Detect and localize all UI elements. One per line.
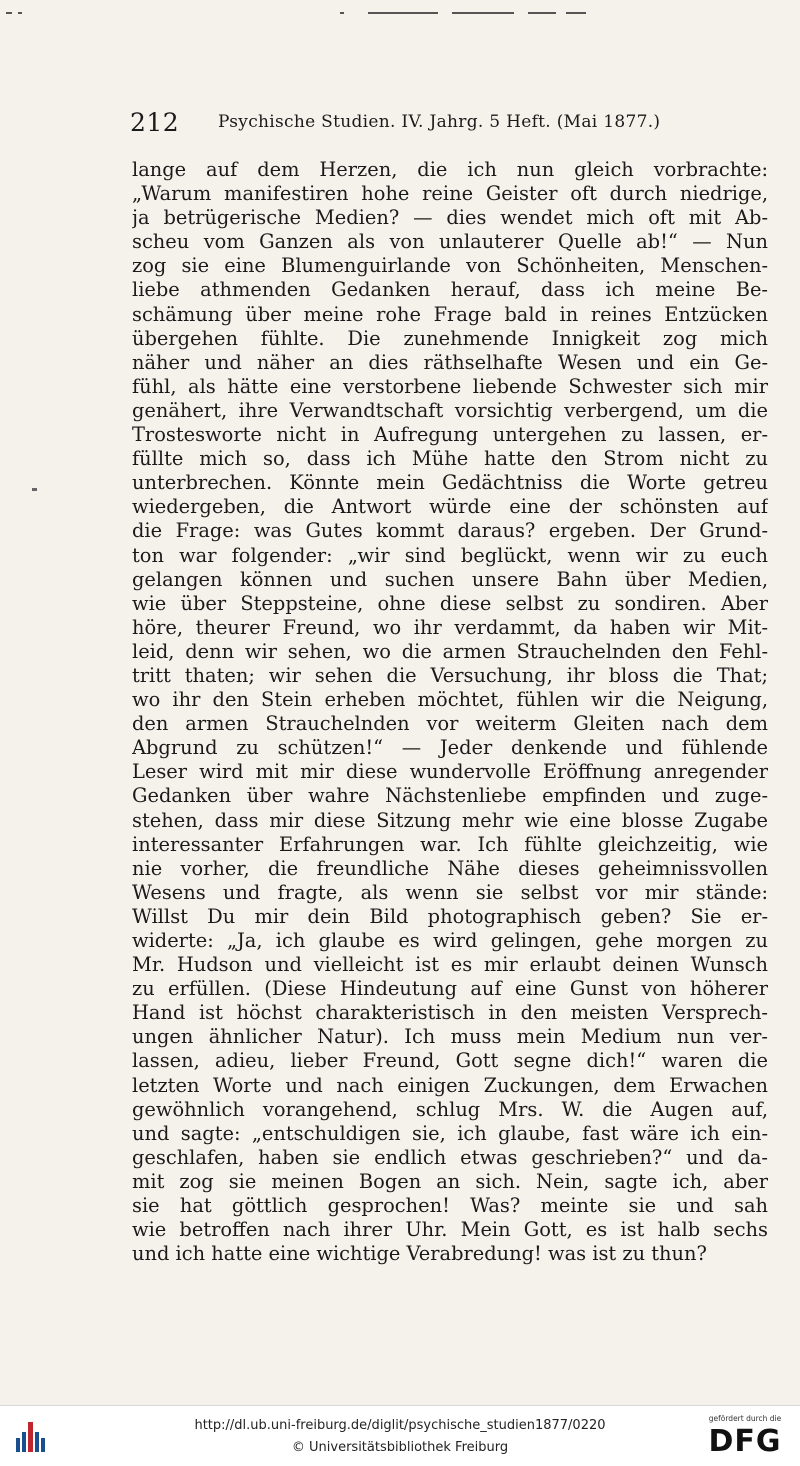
text-line: Wesens und fragte, als wenn sie selbst vor mir stände: (132, 880, 768, 904)
text-line: fühl, als hätte eine verstorbene liebende Schwester sich mir (132, 374, 768, 398)
text-line: und sagte: „entschuldigen sie, ich glaube, fast wäre ich ein- (132, 1121, 768, 1145)
text-line: Hand ist höchst charakteristisch in den meisten Versprech- (132, 1001, 768, 1025)
text-line: wie betroffen nach ihrer Uhr. Mein Gott, es ist halb sechs (132, 1218, 768, 1242)
text-line: füllte mich so, dass ich Mühe hatte den Strom nicht zu (132, 447, 768, 471)
text-line: übergehen fühlte. Die zunehmende Innigkeit zog mich (132, 326, 768, 350)
text-line: liebe athmenden Gedanken herauf, dass ich meine Be- (132, 278, 768, 302)
dfg-caption: gefördert durch die (708, 1414, 782, 1423)
text-line: letzten Worte und nach einigen Zuckungen, dem Erwachen (132, 1073, 768, 1097)
scan-artifacts (0, 6, 800, 20)
text-line: Gedanken über wahre Nächstenliebe empfinden und zuge- (132, 784, 768, 808)
running-title: Psychische Studien. IV. Jahrg. 5 Heft. (Mai 1877.) (218, 112, 661, 132)
text-line: wie über Steppsteine, ohne diese selbst zu sondiren. Aber (132, 591, 768, 615)
footer-url[interactable]: http://dl.ub.uni-freiburg.de/diglit/psychische_studien1877/0220 (194, 1418, 606, 1433)
text-line: die Frage: was Gutes kommt daraus? ergeben. Der Grund- (132, 519, 768, 543)
text-line: stehen, dass mir diese Sitzung mehr wie eine blosse Zugabe (132, 808, 768, 832)
text-line: zog sie eine Blumenguirlande von Schönheiten, Menschen- (132, 254, 768, 278)
text-line: ungen ähnlicher Natur). Ich muss mein Medium nun ver- (132, 1025, 768, 1049)
text-line: lassen, adieu, lieber Freund, Gott segne dich!“ waren die (132, 1049, 768, 1073)
text-line: widerte: „Ja, ich glaube es wird gelingen, gehe morgen zu (132, 929, 768, 952)
text-line: Leser wird mit mir diese wundervolle Eröffnung anregender (132, 760, 768, 784)
text-line: geschlafen, haben sie endlich etwas geschrieben?“ und da- (132, 1145, 768, 1169)
text-line: Mr. Hudson und vielleicht ist es mir erlaubt deinen Wunsch (132, 953, 768, 977)
margin-mark (32, 488, 37, 491)
text-line: Trostesworte nicht in Aufregung untergehen zu lassen, er- (132, 423, 768, 447)
text-line: tritt thaten; wir sehen die Versuchung, ihr bloss die That; (132, 663, 768, 687)
text-line: scheu vom Ganzen als von unlauterer Quelle ab!“ — Nun (132, 230, 768, 254)
text-line: gelangen können und suchen unsere Bahn über Medien, (132, 567, 768, 591)
text-line: Willst Du mir dein Bild photographisch geben? Sie er- (132, 904, 768, 928)
text-line: „Warum manifestiren hohe reine Geister oft durch niedrige, (132, 182, 768, 206)
text-line: genähert, ihre Verwandtschaft vorsichtig verbergend, um die (132, 398, 768, 422)
text-line: lange auf dem Herzen, die ich nun gleich vorbrachte: (132, 158, 768, 181)
footer-copyright: © Universitätsbibliothek Freiburg (291, 1440, 509, 1455)
page-number: 212 (130, 108, 180, 137)
text-line: den armen Strauchelnden vor weiterm Gleiten nach dem (132, 712, 768, 736)
text-line: unterbrechen. Könnte mein Gedächtniss die Worte getreu (132, 471, 768, 495)
text-line: gewöhnlich vorangehend, schlug Mrs. W. die Augen auf, (132, 1097, 768, 1121)
dfg-wordmark: DFG (708, 1424, 782, 1459)
text-line: wo ihr den Stein erheben möchtet, fühlen wir die Neigung, (132, 688, 768, 712)
text-line: interessanter Erfahrungen war. Ich fühlte gleichzeitig, wie (132, 832, 768, 856)
dfg-logo (700, 1414, 790, 1462)
text-line: näher und näher an dies räthselhafte Wesen und ein Ge- (132, 350, 768, 374)
text-line: höre, theurer Freund, wo ihr verdammt, da haben wir Mit- (132, 615, 768, 639)
text-line: und ich hatte eine wichtige Verabredung! was ist zu thun? (132, 1242, 707, 1266)
text-line: schämung über meine rohe Frage bald in reines Entzücken (132, 302, 768, 326)
text-line: nie vorher, die freundliche Nähe dieses geheimnissvollen (132, 856, 768, 880)
page-header (130, 108, 770, 140)
body-text (132, 158, 768, 1266)
text-line: wiedergeben, die Antwort würde eine der schönsten auf (132, 495, 768, 519)
text-line: leid, denn wir sehen, wo die armen Strauchelnden den Fehl- (132, 639, 768, 663)
footer (0, 1405, 800, 1466)
text-line: sie hat göttlich gesprochen! Was? meinte sie und sah (132, 1194, 768, 1218)
text-line: zu erfüllen. (Diese Hindeutung auf eine Gunst von höherer (132, 977, 768, 1001)
text-line: ton war folgender: „wir sind beglückt, wenn wir zu euch (132, 543, 768, 567)
text-line: ja betrügerische Medien? — dies wendet mich oft mit Ab- (132, 206, 768, 230)
text-line: Abgrund zu schützen!“ — Jeder denkende und fühlende (132, 736, 768, 760)
text-line: mit zog sie meinen Bogen an sich. Nein, sagte ich, aber (132, 1169, 768, 1193)
